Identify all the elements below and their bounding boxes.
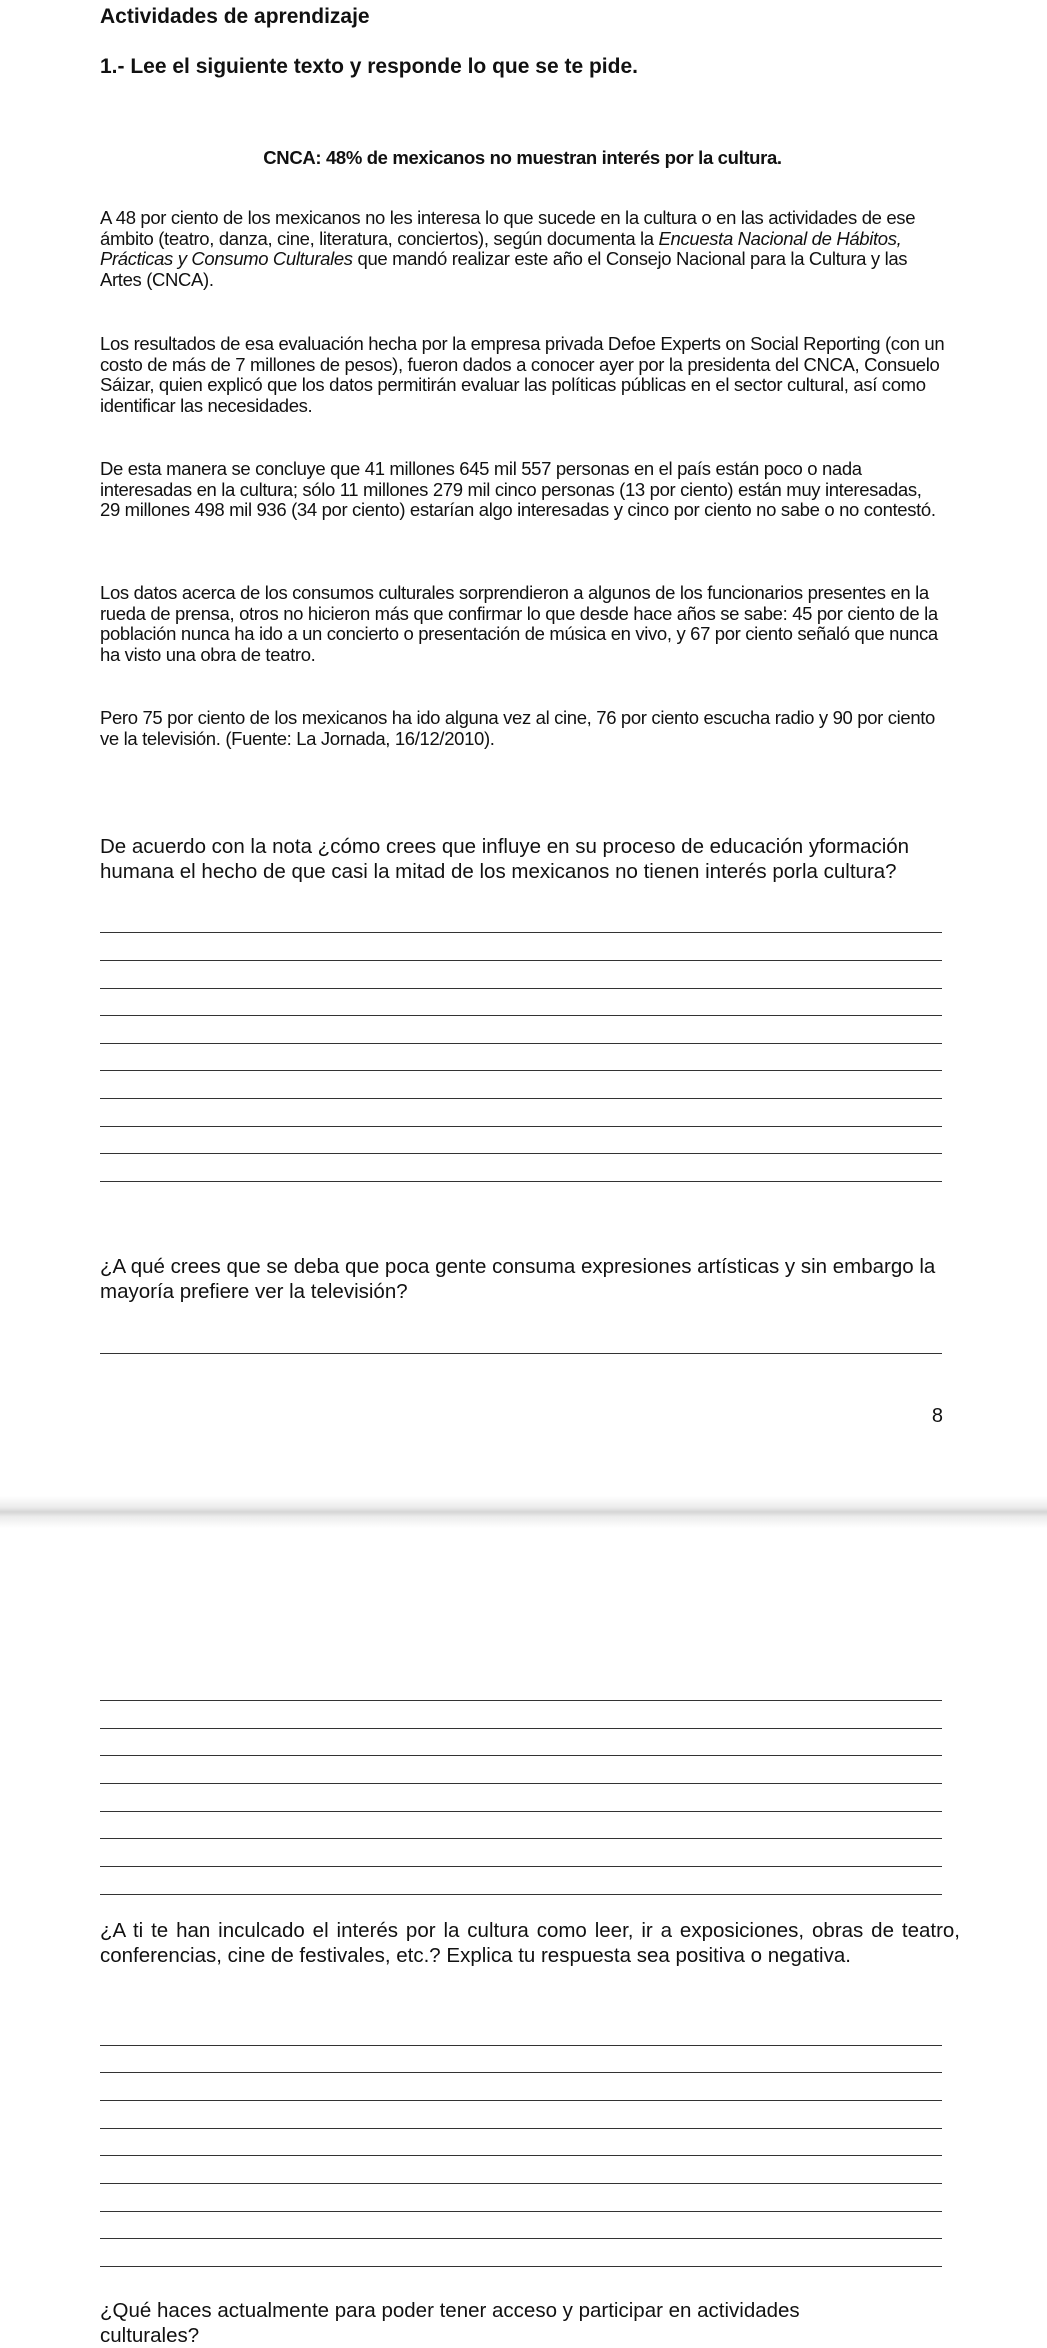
answer-line[interactable]: [100, 960, 942, 961]
answer-line[interactable]: [100, 2072, 942, 2073]
worksheet-page-2: [0, 1528, 1047, 2348]
page-number: 8: [931, 1405, 943, 1427]
answer-line[interactable]: [100, 1755, 942, 1756]
answer-line[interactable]: [100, 1728, 942, 1729]
answer-line[interactable]: [100, 2100, 942, 2101]
article-paragraph-3: De esta manera se concluye que 41 millones 645 mil 557 personas en el país están poco o nada interesadas en la cultura; sólo 11 millones 279 mil cinco personas (13 por ciento) están muy interesadas, 29 millones 498 mil 936 (34 por ciento) estarían algo interesadas y cinco por ciento no sabe o no contestó.: [100, 458, 936, 521]
question-1: De acuerdo con la nota ¿cómo crees que influye en su proceso de educación yformación humana el hecho de que casi la mitad de los mexicanos no tienen interés porla cultura?: [100, 835, 910, 883]
survey-name-italic: Encuesta Nacional de Hábitos, Prácticas y Consumo Culturales: [100, 227, 902, 270]
answer-line[interactable]: [100, 1015, 942, 1016]
article-paragraph-1: [100, 208, 945, 291]
article-title: CNCA: 48% de mexicanos no muestran interés por la cultura.: [263, 147, 782, 168]
question-4: ¿Qué haces actualmente para poder tener acceso y participar en actividades culturales?: [100, 2299, 800, 2347]
answer-line[interactable]: [100, 1866, 942, 1867]
answer-line[interactable]: [100, 1153, 942, 1154]
answer-line[interactable]: [100, 1126, 942, 1127]
answer-line[interactable]: [100, 1700, 942, 1701]
article-paragraph-4: Los datos acerca de los consumos culturales sorprendieron a algunos de los funcionarios presentes en la rueda de prensa, otros no hicieron más que confirmar lo que desde hace años se sabe: 45 por ciento de la población nunca ha ido a un concierto o presentación de música en vivo, y 67 por ciento señaló que nunca ha visto una obra de teatro.: [100, 582, 938, 666]
answer-line[interactable]: [100, 2183, 942, 2184]
answer-line[interactable]: [100, 1043, 942, 1044]
answer-line[interactable]: [100, 932, 942, 933]
question-3: ¿A ti te han inculcado el interés por la cultura como leer, ir a exposiciones, obras de teatro, conferencias, cine de festivales, etc.? Explica tu respuesta sea positiva o negativa.: [100, 1919, 960, 1967]
answer-line[interactable]: [100, 2238, 942, 2239]
answer-line[interactable]: [100, 1894, 942, 1895]
page-separator: [0, 1496, 1047, 1528]
answer-line[interactable]: [100, 988, 942, 989]
answer-line[interactable]: [100, 1783, 942, 1784]
paragraph-1-text-a: A 48 por ciento de los mexicanos no les interesa lo que sucede en la cultura o en las actividades de ese ámbito (teatro, danza, cine, literatura, conciertos), según documenta la: [100, 207, 916, 249]
article-paragraph-2: Los resultados de esa evaluación hecha por la empresa privada Defoe Experts on Social Reporting (con un costo de más de 7 millones de pesos), fueron dados a conocer ayer por la presidenta del CNCA, Consuelo Sáizar, quien explicó que los datos permitirán evaluar las políticas públicas en el sector cultural, así como identificar las necesidades.: [100, 333, 945, 417]
answer-line[interactable]: [100, 1838, 942, 1839]
answer-line[interactable]: [100, 2211, 942, 2212]
answer-line[interactable]: [100, 1098, 942, 1099]
section-heading: Actividades de aprendizaje: [100, 5, 370, 28]
question-2: ¿A qué crees que se deba que poca gente consuma expresiones artísticas y sin embargo la mayoría prefiere ver la televisión?: [100, 1255, 936, 1303]
answer-line[interactable]: [100, 2128, 942, 2129]
instruction-text: 1.- Lee el siguiente texto y responde lo que se te pide.: [100, 55, 638, 78]
answer-line[interactable]: [100, 2045, 942, 2046]
answer-line[interactable]: [100, 1070, 942, 1071]
answer-line[interactable]: [100, 2266, 942, 2267]
answer-line[interactable]: [100, 2155, 942, 2156]
answer-line[interactable]: [100, 1353, 942, 1354]
answer-line[interactable]: [100, 1811, 942, 1812]
article-paragraph-5: Pero 75 por ciento de los mexicanos ha ido alguna vez al cine, 76 por ciento escucha radio y 90 por ciento ve la televisión. (Fuente: La Jornada, 16/12/2010).: [100, 707, 935, 749]
paragraph-1-text-b: que mandó realizar este año el Consejo Nacional para la Cultura y las Artes (CNCA).: [100, 248, 908, 291]
answer-line[interactable]: [100, 1181, 942, 1182]
